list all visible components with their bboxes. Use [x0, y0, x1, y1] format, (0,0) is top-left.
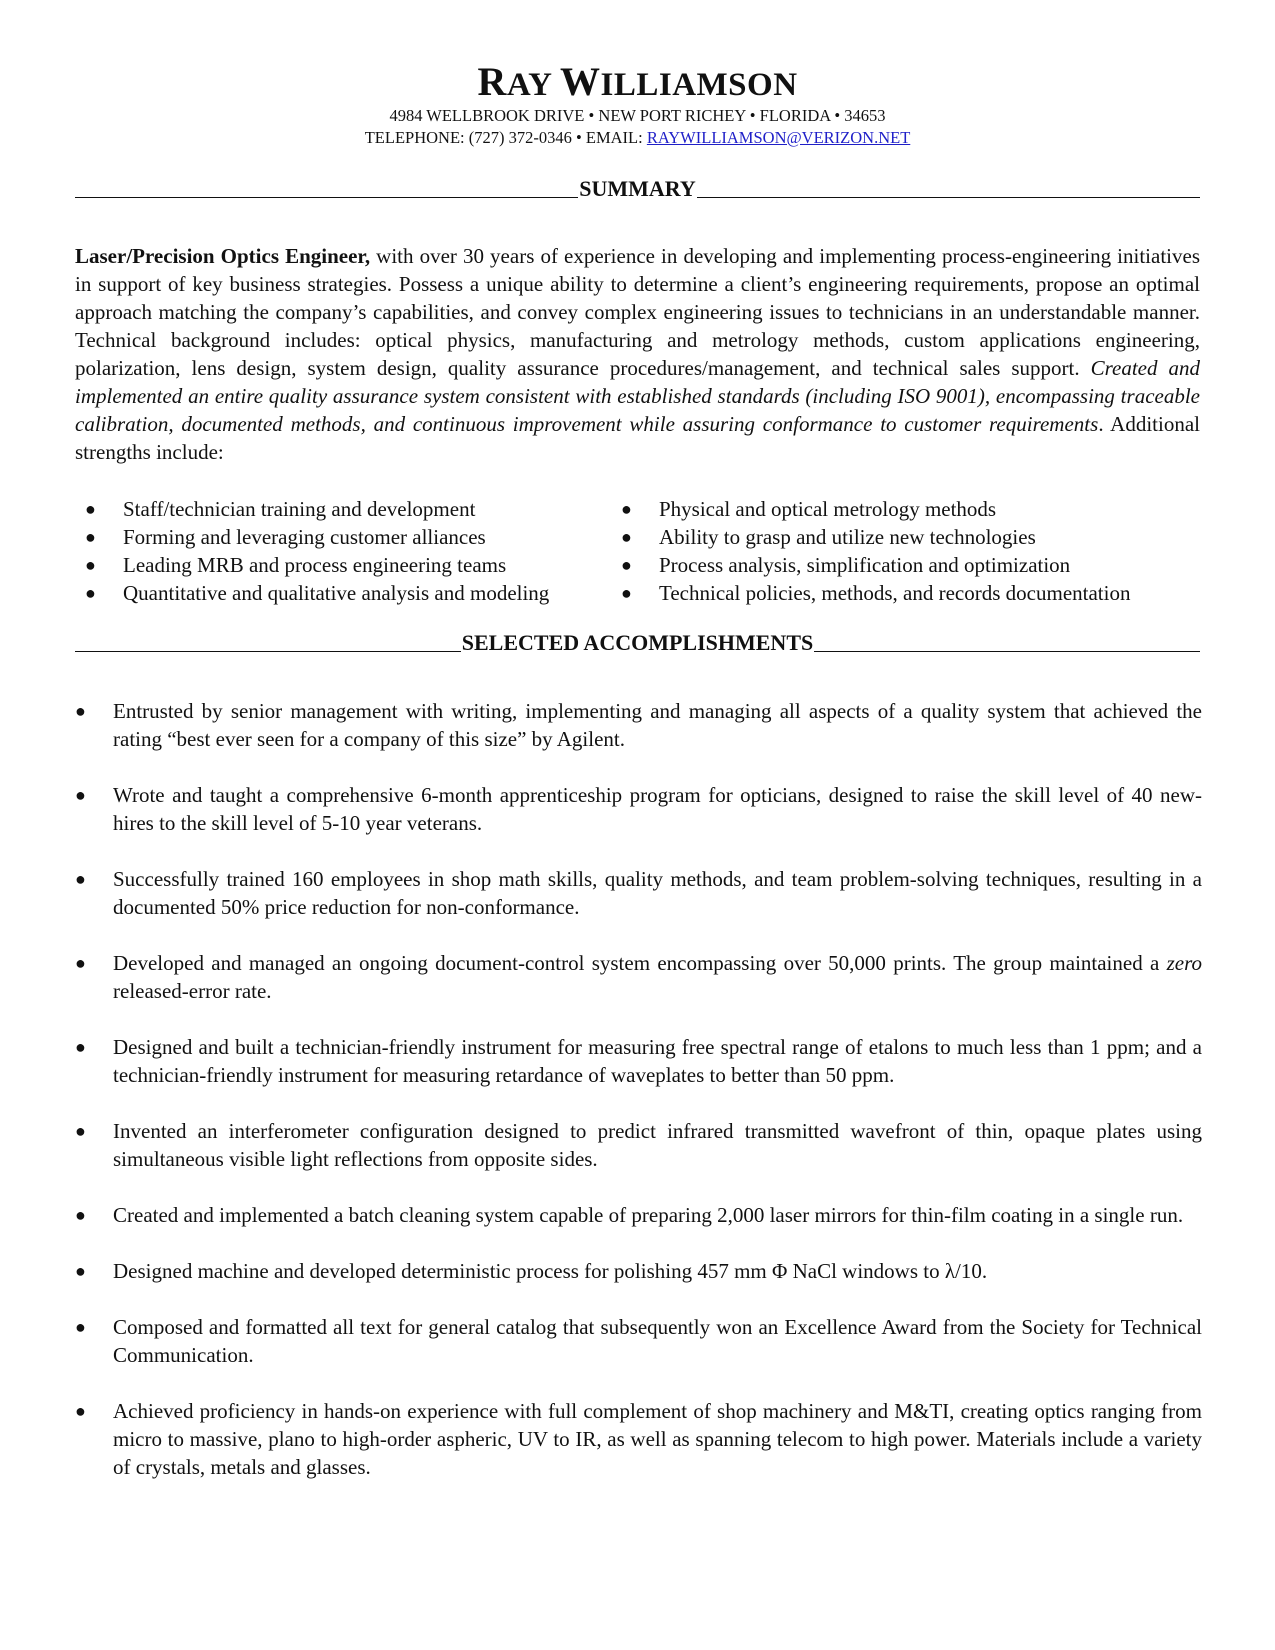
strength-text: Physical and optical metrology methods: [659, 497, 997, 521]
heading-rule-left: [75, 197, 578, 198]
bullet-icon: ●: [85, 499, 96, 519]
accomplishment-text-end: released-error rate.: [113, 979, 272, 1003]
summary-heading: [75, 176, 1200, 202]
strengths-column-left: [83, 495, 613, 607]
list-item: [83, 551, 613, 579]
list-item: [619, 495, 1209, 523]
list-item: [83, 579, 613, 607]
strength-text: Ability to grasp and utilize new technologies: [659, 525, 1036, 549]
list-item: [83, 495, 613, 523]
address-line: 4984 WELLBROOK DRIVE • NEW PORT RICHEY • FLORIDA • 34653: [389, 106, 886, 125]
name-rest-last: ILLIAMSON: [600, 67, 798, 103]
email-link[interactable]: RAYWILLIAMSON@VERIZON.NET: [646, 128, 911, 147]
name-initial-first: R: [477, 59, 507, 104]
bullet-icon: ●: [75, 1121, 86, 1141]
candidate-name: [0, 59, 1275, 105]
heading-rule-right: [814, 651, 1200, 652]
strength-text: Process analysis, simplification and optimization: [659, 553, 1071, 577]
accomplishment-text: Wrote and taught a comprehensive 6-month apprenticeship program for opticians, designed to raise the skill level of 40 new-hires to the skill level of 5-10 year veterans.: [113, 783, 1202, 835]
accomplishments-heading: [75, 630, 1200, 656]
bullet-icon: ●: [75, 701, 86, 721]
summary-italic: Created and implemented an entire quality assurance system consistent with established standards (including ISO 9001), encompassing traceable calibration, documented methods, and continuous improvement while assuring conformance to customer requirements: [75, 356, 1200, 436]
bullet-icon: ●: [75, 1037, 86, 1057]
list-item: [75, 865, 1202, 921]
list-item: [619, 551, 1209, 579]
list-item: [619, 523, 1209, 551]
list-item: [75, 1033, 1202, 1089]
bullet-icon: ●: [621, 583, 632, 603]
accomplishment-text: Created and implemented a batch cleaning system capable of preparing 2,000 laser mirrors for thin-film coating in a single run.: [113, 1203, 1184, 1227]
bullet-icon: ●: [75, 953, 86, 973]
name-initial-last: W: [560, 59, 601, 104]
accomplishment-text: Developed and managed an ongoing document-control system encompassing over 50,000 prints. The group maintained a: [113, 951, 1167, 975]
strength-text: Leading MRB and process engineering teams: [123, 553, 507, 577]
bullet-icon: ●: [621, 527, 632, 547]
bullet-icon: ●: [75, 869, 86, 889]
bullet-icon: ●: [75, 785, 86, 805]
list-item: [75, 1257, 1202, 1285]
strength-text: Technical policies, methods, and records documentation: [659, 581, 1131, 605]
bullet-icon: ●: [85, 583, 96, 603]
accomplishment-emphasis: zero: [1166, 951, 1202, 975]
bullet-icon: ●: [75, 1205, 86, 1225]
strength-text: Quantitative and qualitative analysis and modeling: [123, 581, 550, 605]
accomplishment-text: Designed machine and developed deterministic process for polishing 457 mm Φ NaCl windows to λ/10.: [113, 1259, 988, 1283]
bullet-icon: ●: [85, 527, 96, 547]
summary-paragraph: [75, 242, 1200, 466]
contact-line: [0, 127, 1275, 149]
summary-lead: Laser/Precision Optics Engineer,: [75, 244, 371, 268]
list-item: [75, 697, 1202, 753]
strength-text: Forming and leveraging customer alliances: [123, 525, 486, 549]
accomplishment-text: Successfully trained 160 employees in shop math skills, quality methods, and team problem-solving techniques, resulting in a documented 50% price reduction for non-conformance.: [113, 867, 1202, 919]
bullet-icon: ●: [85, 555, 96, 575]
summary-body: with over 30 years of experience in developing and implementing process-engineering initiatives in support of key business strategies. Possess a unique ability to determine a client’s engineering requirements, propose an optimal approach matching the company’s capabilities, and convey complex engineering issues to technicians in an understandable manner. Technical background includes: optical physics, manufacturing and metrology methods, custom applications engineering, polarization, lens design, system design, quality assurance procedures/management, and technical sales support.: [75, 244, 1200, 380]
list-item: [75, 1313, 1202, 1369]
strengths-column-right: [619, 495, 1209, 607]
bullet-icon: ●: [75, 1261, 86, 1281]
summary-heading-text: SUMMARY: [579, 176, 696, 201]
list-item: [83, 523, 613, 551]
accomplishment-text: Composed and formatted all text for general catalog that subsequently won an Excellence Award from the Society for Technical Communication.: [113, 1315, 1202, 1367]
accomplishments-heading-text: SELECTED ACCOMPLISHMENTS: [461, 630, 814, 655]
accomplishment-text: Entrusted by senior management with writing, implementing and managing all aspects of a quality system that achieved the rating “best ever seen for a company of this size” by Agilent.: [113, 699, 1202, 751]
bullet-icon: ●: [621, 499, 632, 519]
list-item: [619, 579, 1209, 607]
strength-text: Staff/technician training and development: [123, 497, 476, 521]
accomplishment-text: Achieved proficiency in hands-on experience with full complement of shop machinery and M&TI, creating optics ranging from micro to massive, plano to high-order aspheric, UV to IR, as well as spanning telecom to high power. Materials include a variety of crystals, metals and glasses.: [113, 1399, 1202, 1479]
summary-tail: . Additional strengths include:: [75, 412, 1200, 464]
accomplishments-list: [75, 697, 1202, 1509]
list-item: [75, 1201, 1202, 1229]
list-item: [75, 1117, 1202, 1173]
heading-rule-left: [75, 651, 461, 652]
accomplishment-text: Designed and built a technician-friendly instrument for measuring free spectral range of etalons to much less than 1 ppm; and a technician-friendly instrument for measuring retardance of waveplates to better than 50 ppm.: [113, 1035, 1202, 1087]
accomplishment-text: Invented an interferometer configuration designed to predict infrared transmitted wavefront of thin, opaque plates using simultaneous visible light reflections from opposite sides.: [113, 1119, 1202, 1171]
list-item: [75, 949, 1202, 1005]
bullet-icon: ●: [75, 1317, 86, 1337]
bullet-icon: ●: [75, 1401, 86, 1421]
list-item: [75, 781, 1202, 837]
bullet-icon: ●: [621, 555, 632, 575]
list-item: [75, 1397, 1202, 1481]
name-rest-first: AY: [506, 67, 552, 103]
resume-header: [0, 59, 1275, 149]
heading-rule-right: [697, 197, 1200, 198]
contact-prefix: TELEPHONE: (727) 372-0346 • EMAIL:: [364, 128, 647, 147]
